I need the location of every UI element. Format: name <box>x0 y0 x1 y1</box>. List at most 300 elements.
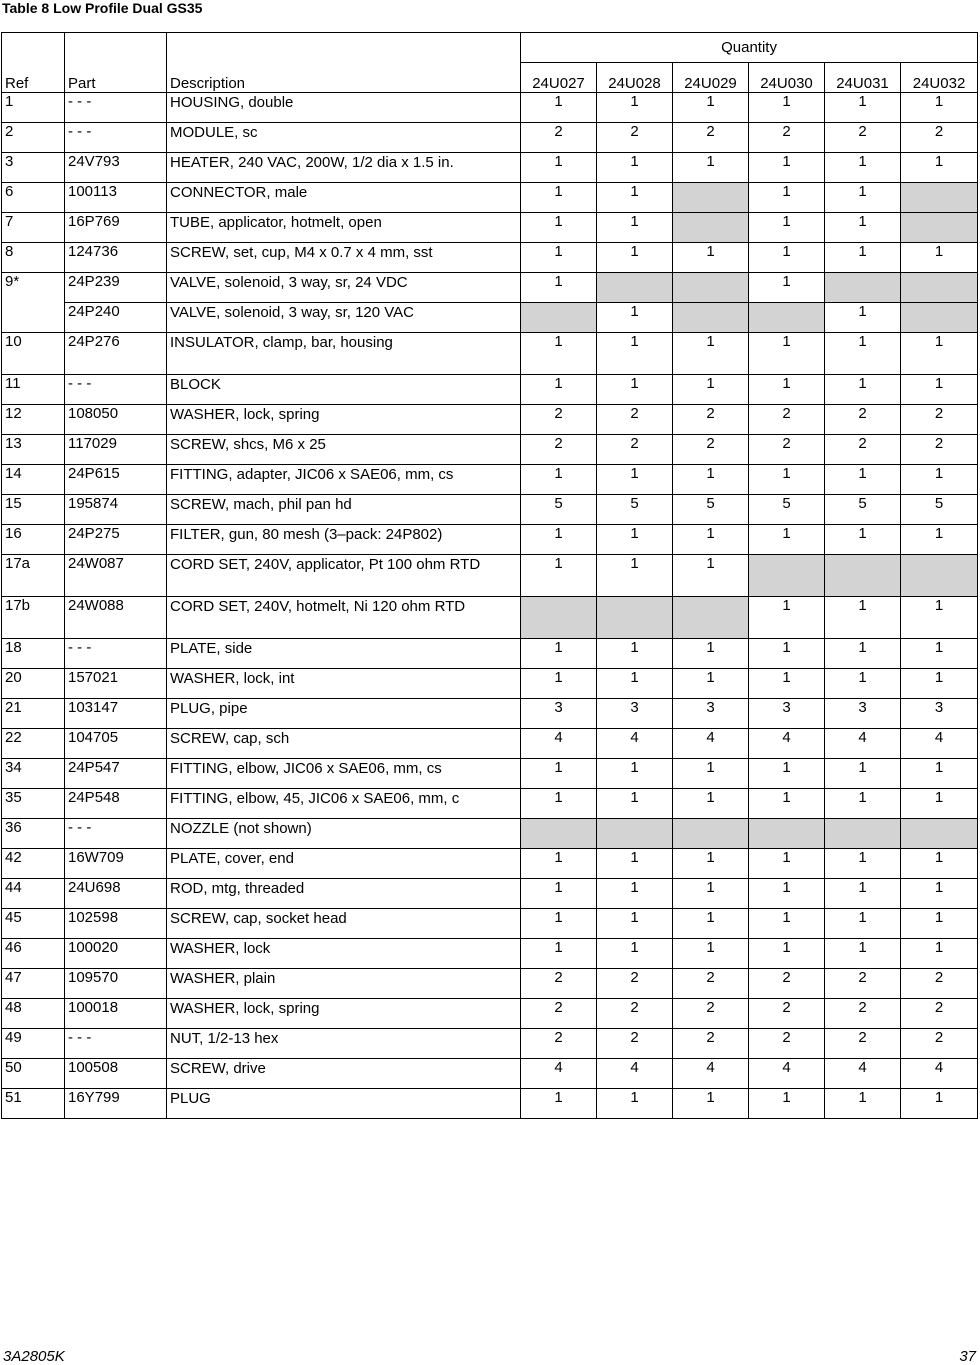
qty-cell: 1 <box>825 669 901 699</box>
part-cell: 100020 <box>65 939 167 969</box>
qty-cell: 1 <box>597 789 673 819</box>
ref-cell: 6 <box>2 183 65 213</box>
part-cell: 117029 <box>65 435 167 465</box>
qty-cell: 4 <box>597 729 673 759</box>
qty-cell: 1 <box>749 183 825 213</box>
table-row <box>2 1089 978 1119</box>
model-header: 24U032 <box>901 63 978 93</box>
part-cell: 24P548 <box>65 789 167 819</box>
qty-cell: 1 <box>673 939 749 969</box>
qty-cell: 3 <box>901 699 978 729</box>
qty-cell: 3 <box>521 699 597 729</box>
qty-cell: 1 <box>825 597 901 639</box>
qty-cell-not-applicable <box>901 273 978 303</box>
description-cell: WASHER, lock, int <box>167 669 521 699</box>
qty-cell: 1 <box>521 93 597 123</box>
qty-cell: 1 <box>825 183 901 213</box>
qty-cell: 1 <box>673 243 749 273</box>
qty-cell: 1 <box>597 555 673 597</box>
qty-cell: 1 <box>597 243 673 273</box>
description-cell: PLATE, cover, end <box>167 849 521 879</box>
qty-cell: 1 <box>901 465 978 495</box>
table-row <box>2 597 978 639</box>
qty-cell: 4 <box>521 1059 597 1089</box>
qty-cell: 1 <box>749 1089 825 1119</box>
qty-cell: 2 <box>597 435 673 465</box>
description-cell: FITTING, elbow, JIC06 x SAE06, mm, cs <box>167 759 521 789</box>
ref-cell: 36 <box>2 819 65 849</box>
part-cell: 16P769 <box>65 213 167 243</box>
qty-cell: 4 <box>825 729 901 759</box>
qty-cell: 1 <box>749 525 825 555</box>
table-caption: Table 8 Low Profile Dual GS35 <box>2 0 203 16</box>
qty-cell: 2 <box>597 123 673 153</box>
qty-cell: 5 <box>597 495 673 525</box>
qty-cell-not-applicable <box>901 183 978 213</box>
description-cell: CORD SET, 240V, hotmelt, Ni 120 ohm RTD <box>167 597 521 639</box>
qty-cell: 1 <box>749 597 825 639</box>
table-row <box>2 759 978 789</box>
part-cell: - - - <box>65 123 167 153</box>
qty-cell: 1 <box>825 789 901 819</box>
description-cell: SCREW, cap, socket head <box>167 909 521 939</box>
qty-cell: 2 <box>521 123 597 153</box>
part-cell: 109570 <box>65 969 167 999</box>
part-cell: 100113 <box>65 183 167 213</box>
qty-cell: 2 <box>901 999 978 1029</box>
part-cell: - - - <box>65 819 167 849</box>
qty-cell: 2 <box>749 1029 825 1059</box>
qty-cell: 1 <box>749 465 825 495</box>
qty-cell: 4 <box>673 1059 749 1089</box>
qty-cell: 1 <box>597 1089 673 1119</box>
table-row <box>2 183 978 213</box>
qty-cell: 1 <box>825 243 901 273</box>
parts-table <box>1 32 978 1119</box>
ref-cell: 13 <box>2 435 65 465</box>
description-cell: CONNECTOR, male <box>167 183 521 213</box>
qty-cell: 1 <box>673 879 749 909</box>
ref-cell: 47 <box>2 969 65 999</box>
qty-cell: 5 <box>825 495 901 525</box>
qty-cell: 1 <box>749 333 825 375</box>
description-cell: BLOCK <box>167 375 521 405</box>
part-cell: - - - <box>65 1029 167 1059</box>
qty-cell: 1 <box>825 213 901 243</box>
qty-cell-not-applicable <box>901 555 978 597</box>
description-cell: NUT, 1/2-13 hex <box>167 1029 521 1059</box>
qty-cell: 1 <box>521 909 597 939</box>
part-cell: 24U698 <box>65 879 167 909</box>
ref-cell: 10 <box>2 333 65 375</box>
description-cell: HEATER, 240 VAC, 200W, 1/2 dia x 1.5 in. <box>167 153 521 183</box>
qty-cell: 1 <box>597 879 673 909</box>
table-row <box>2 999 978 1029</box>
model-header: 24U028 <box>597 63 673 93</box>
qty-cell: 1 <box>521 525 597 555</box>
qty-cell: 1 <box>521 1089 597 1119</box>
qty-cell: 1 <box>521 273 597 303</box>
qty-cell: 2 <box>749 969 825 999</box>
qty-cell: 2 <box>749 123 825 153</box>
qty-cell: 1 <box>673 525 749 555</box>
qty-cell: 2 <box>521 1029 597 1059</box>
qty-cell-not-applicable <box>901 303 978 333</box>
table-row <box>2 333 978 375</box>
qty-cell: 1 <box>673 93 749 123</box>
qty-cell: 1 <box>825 375 901 405</box>
qty-cell-not-applicable <box>673 183 749 213</box>
part-cell: 102598 <box>65 909 167 939</box>
qty-cell: 2 <box>597 969 673 999</box>
description-cell: SCREW, set, cup, M4 x 0.7 x 4 mm, sst <box>167 243 521 273</box>
ref-cell: 8 <box>2 243 65 273</box>
description-cell: SCREW, drive <box>167 1059 521 1089</box>
qty-cell: 1 <box>901 153 978 183</box>
qty-cell: 2 <box>673 969 749 999</box>
part-cell: 157021 <box>65 669 167 699</box>
qty-cell: 1 <box>673 465 749 495</box>
qty-cell: 5 <box>673 495 749 525</box>
table-row <box>2 729 978 759</box>
qty-cell: 1 <box>749 273 825 303</box>
qty-cell-not-applicable <box>673 819 749 849</box>
qty-cell: 1 <box>825 153 901 183</box>
qty-cell: 1 <box>673 669 749 699</box>
ref-cell: 7 <box>2 213 65 243</box>
ref-cell: 45 <box>2 909 65 939</box>
part-cell: 124736 <box>65 243 167 273</box>
qty-cell: 1 <box>673 759 749 789</box>
description-cell: CORD SET, 240V, applicator, Pt 100 ohm RTD <box>167 555 521 597</box>
qty-cell: 1 <box>825 333 901 375</box>
qty-cell: 1 <box>749 909 825 939</box>
qty-cell: 1 <box>521 759 597 789</box>
qty-cell: 1 <box>597 849 673 879</box>
table-row <box>2 639 978 669</box>
qty-cell: 1 <box>901 789 978 819</box>
qty-cell: 2 <box>521 969 597 999</box>
qty-cell: 1 <box>597 183 673 213</box>
qty-cell: 2 <box>749 405 825 435</box>
qty-cell: 1 <box>901 93 978 123</box>
qty-cell: 2 <box>749 435 825 465</box>
part-cell: 24P615 <box>65 465 167 495</box>
qty-cell: 1 <box>749 93 825 123</box>
qty-cell: 1 <box>597 375 673 405</box>
table-row <box>2 375 978 405</box>
qty-cell-not-applicable <box>749 303 825 333</box>
qty-cell: 1 <box>673 639 749 669</box>
qty-cell: 1 <box>749 375 825 405</box>
qty-cell-not-applicable <box>825 819 901 849</box>
qty-cell: 1 <box>825 93 901 123</box>
description-cell: PLUG <box>167 1089 521 1119</box>
table-row <box>2 699 978 729</box>
ref-cell: 50 <box>2 1059 65 1089</box>
qty-cell: 2 <box>749 999 825 1029</box>
qty-cell: 2 <box>901 405 978 435</box>
part-cell: 103147 <box>65 699 167 729</box>
qty-cell: 1 <box>901 333 978 375</box>
qty-cell-not-applicable <box>521 303 597 333</box>
qty-cell: 1 <box>597 639 673 669</box>
qty-cell: 1 <box>749 213 825 243</box>
qty-cell: 1 <box>901 669 978 699</box>
part-header: Part <box>65 33 167 93</box>
qty-cell: 1 <box>597 303 673 333</box>
qty-cell: 1 <box>521 333 597 375</box>
qty-cell: 1 <box>521 879 597 909</box>
table-row <box>2 849 978 879</box>
qty-cell: 1 <box>597 93 673 123</box>
qty-cell: 1 <box>825 879 901 909</box>
qty-cell: 1 <box>521 555 597 597</box>
ref-cell: 17a <box>2 555 65 597</box>
qty-cell: 1 <box>825 939 901 969</box>
description-cell: PLUG, pipe <box>167 699 521 729</box>
qty-cell: 2 <box>673 405 749 435</box>
ref-cell: 49 <box>2 1029 65 1059</box>
qty-cell-not-applicable <box>749 819 825 849</box>
table-row <box>2 495 978 525</box>
ref-cell: 21 <box>2 699 65 729</box>
table-row <box>2 435 978 465</box>
description-header: Description <box>167 33 521 93</box>
qty-cell: 1 <box>825 303 901 333</box>
description-cell: SCREW, shcs, M6 x 25 <box>167 435 521 465</box>
qty-cell: 1 <box>901 639 978 669</box>
description-cell: SCREW, mach, phil pan hd <box>167 495 521 525</box>
ref-cell: 46 <box>2 939 65 969</box>
part-cell: 24P239 <box>65 273 167 303</box>
qty-cell: 1 <box>749 759 825 789</box>
qty-cell: 2 <box>597 999 673 1029</box>
description-cell: WASHER, lock, spring <box>167 999 521 1029</box>
qty-cell: 1 <box>901 879 978 909</box>
qty-cell-not-applicable <box>825 555 901 597</box>
qty-cell: 1 <box>521 939 597 969</box>
qty-cell: 1 <box>521 669 597 699</box>
ref-cell: 1 <box>2 93 65 123</box>
description-cell: NOZZLE (not shown) <box>167 819 521 849</box>
qty-cell: 1 <box>673 153 749 183</box>
table-row <box>2 465 978 495</box>
part-cell: 24P240 <box>65 303 167 333</box>
qty-cell: 1 <box>521 375 597 405</box>
table-row <box>2 93 978 123</box>
part-cell: - - - <box>65 639 167 669</box>
part-cell: 24W088 <box>65 597 167 639</box>
qty-cell: 1 <box>597 465 673 495</box>
qty-cell: 1 <box>749 639 825 669</box>
description-cell: FILTER, gun, 80 mesh (3–pack: 24P802) <box>167 525 521 555</box>
qty-cell: 1 <box>825 525 901 555</box>
qty-cell-not-applicable <box>825 273 901 303</box>
table-row <box>2 273 978 303</box>
description-cell: HOUSING, double <box>167 93 521 123</box>
qty-cell: 2 <box>673 999 749 1029</box>
qty-cell-not-applicable <box>597 819 673 849</box>
table-row <box>2 243 978 273</box>
qty-cell: 1 <box>825 639 901 669</box>
part-cell: 24P276 <box>65 333 167 375</box>
part-cell: 16W709 <box>65 849 167 879</box>
ref-cell: 44 <box>2 879 65 909</box>
table-row <box>2 213 978 243</box>
qty-cell-not-applicable <box>597 597 673 639</box>
qty-cell: 1 <box>597 939 673 969</box>
qty-cell: 1 <box>521 465 597 495</box>
qty-cell: 2 <box>597 405 673 435</box>
qty-cell-not-applicable <box>749 555 825 597</box>
qty-cell-not-applicable <box>673 273 749 303</box>
qty-cell: 2 <box>673 123 749 153</box>
qty-cell: 4 <box>597 1059 673 1089</box>
qty-cell-not-applicable <box>521 819 597 849</box>
page-number: 37 <box>959 1348 976 1365</box>
qty-cell: 2 <box>597 1029 673 1059</box>
qty-cell: 1 <box>597 669 673 699</box>
model-header: 24U029 <box>673 63 749 93</box>
qty-cell: 1 <box>749 669 825 699</box>
qty-cell: 1 <box>901 849 978 879</box>
ref-cell: 14 <box>2 465 65 495</box>
qty-cell: 3 <box>749 699 825 729</box>
table-row <box>2 969 978 999</box>
qty-cell: 1 <box>825 1089 901 1119</box>
qty-cell: 1 <box>825 849 901 879</box>
qty-cell: 1 <box>749 243 825 273</box>
ref-cell: 15 <box>2 495 65 525</box>
qty-cell: 1 <box>673 849 749 879</box>
qty-cell: 1 <box>901 243 978 273</box>
part-cell: 100018 <box>65 999 167 1029</box>
model-header: 24U027 <box>521 63 597 93</box>
qty-cell: 1 <box>749 153 825 183</box>
part-cell: 24W087 <box>65 555 167 597</box>
qty-cell: 1 <box>749 879 825 909</box>
qty-cell: 2 <box>825 405 901 435</box>
ref-cell: 51 <box>2 1089 65 1119</box>
qty-cell: 1 <box>749 849 825 879</box>
qty-cell: 1 <box>597 333 673 375</box>
qty-cell: 1 <box>825 465 901 495</box>
description-cell: ROD, mtg, threaded <box>167 879 521 909</box>
table-row <box>2 123 978 153</box>
qty-cell: 1 <box>901 939 978 969</box>
qty-cell: 2 <box>901 435 978 465</box>
description-cell: WASHER, lock, spring <box>167 405 521 435</box>
description-cell: WASHER, plain <box>167 969 521 999</box>
ref-header: Ref <box>2 33 65 93</box>
qty-cell: 1 <box>901 597 978 639</box>
quantity-header: Quantity <box>521 33 978 63</box>
model-header: 24U031 <box>825 63 901 93</box>
part-cell: - - - <box>65 375 167 405</box>
qty-cell: 1 <box>901 759 978 789</box>
qty-cell: 2 <box>825 1029 901 1059</box>
qty-cell: 1 <box>673 375 749 405</box>
part-cell: 100508 <box>65 1059 167 1089</box>
description-cell: SCREW, cap, sch <box>167 729 521 759</box>
ref-cell: 9* <box>2 273 65 333</box>
ref-cell: 2 <box>2 123 65 153</box>
qty-cell: 3 <box>825 699 901 729</box>
part-cell: 24P275 <box>65 525 167 555</box>
qty-cell: 4 <box>521 729 597 759</box>
qty-cell: 1 <box>521 153 597 183</box>
qty-cell: 1 <box>521 789 597 819</box>
ref-cell: 48 <box>2 999 65 1029</box>
qty-cell: 2 <box>825 969 901 999</box>
qty-cell: 1 <box>521 213 597 243</box>
qty-cell: 4 <box>673 729 749 759</box>
table-row <box>2 669 978 699</box>
qty-cell: 5 <box>901 495 978 525</box>
qty-cell: 5 <box>749 495 825 525</box>
qty-cell: 1 <box>597 153 673 183</box>
part-cell: 195874 <box>65 495 167 525</box>
description-cell: PLATE, side <box>167 639 521 669</box>
ref-cell: 17b <box>2 597 65 639</box>
qty-cell-not-applicable <box>901 819 978 849</box>
qty-cell: 1 <box>597 525 673 555</box>
qty-cell: 1 <box>597 213 673 243</box>
qty-cell: 1 <box>825 909 901 939</box>
description-cell: FITTING, adapter, JIC06 x SAE06, mm, cs <box>167 465 521 495</box>
part-cell: 24V793 <box>65 153 167 183</box>
ref-cell: 16 <box>2 525 65 555</box>
qty-cell: 2 <box>825 435 901 465</box>
qty-cell: 2 <box>673 435 749 465</box>
ref-cell: 20 <box>2 669 65 699</box>
description-cell: MODULE, sc <box>167 123 521 153</box>
qty-cell: 1 <box>901 525 978 555</box>
table-row <box>2 303 978 333</box>
part-cell: 24P547 <box>65 759 167 789</box>
qty-cell-not-applicable <box>673 597 749 639</box>
table-row <box>2 939 978 969</box>
qty-cell: 1 <box>521 639 597 669</box>
table-row <box>2 909 978 939</box>
document-id: 3A2805K <box>3 1348 65 1365</box>
description-cell: VALVE, solenoid, 3 way, sr, 120 VAC <box>167 303 521 333</box>
ref-cell: 3 <box>2 153 65 183</box>
qty-cell: 1 <box>673 1089 749 1119</box>
description-cell: WASHER, lock <box>167 939 521 969</box>
qty-cell: 1 <box>673 789 749 819</box>
description-cell: TUBE, applicator, hotmelt, open <box>167 213 521 243</box>
ref-cell: 12 <box>2 405 65 435</box>
qty-cell: 1 <box>901 1089 978 1119</box>
qty-cell: 2 <box>673 1029 749 1059</box>
qty-cell-not-applicable <box>673 213 749 243</box>
qty-cell-not-applicable <box>597 273 673 303</box>
qty-cell: 1 <box>749 789 825 819</box>
table-row <box>2 1029 978 1059</box>
qty-cell-not-applicable <box>901 213 978 243</box>
table-row <box>2 1059 978 1089</box>
qty-cell: 2 <box>901 969 978 999</box>
model-header: 24U030 <box>749 63 825 93</box>
qty-cell: 1 <box>597 759 673 789</box>
qty-cell: 2 <box>521 999 597 1029</box>
part-cell: - - - <box>65 93 167 123</box>
qty-cell: 1 <box>673 555 749 597</box>
table-row <box>2 789 978 819</box>
ref-cell: 35 <box>2 789 65 819</box>
